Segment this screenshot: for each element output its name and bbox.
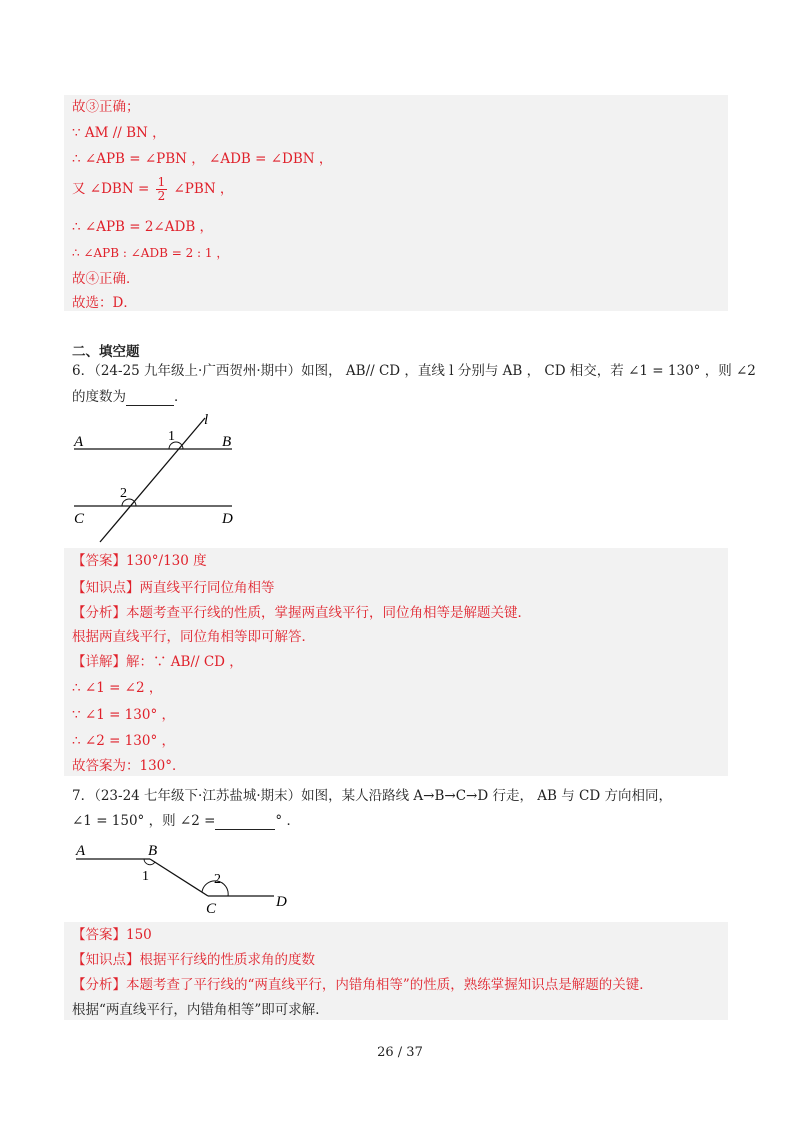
text-fragment: ° ． xyxy=(275,813,300,829)
text-line: 故④正确． xyxy=(72,271,140,287)
answer-blank xyxy=(215,815,275,830)
analysis-line: 【分析】本题考查平行线的性质，掌握两直线平行，同位角相等是解题关键． xyxy=(72,605,531,621)
text-line: ∵ AM // BN ， xyxy=(72,125,166,141)
question-6-text xyxy=(72,388,188,406)
text-line: 故选：D． xyxy=(72,295,137,311)
text-fragment: 的度数为 xyxy=(72,389,126,405)
angle-label: 2 xyxy=(120,486,127,501)
analysis-line: 根据“两直线平行，内错角相等”即可求解． xyxy=(72,1002,329,1018)
point-label: B xyxy=(148,843,158,859)
text-fragment: ． xyxy=(174,389,188,405)
text-line: 故③正确； xyxy=(72,99,140,115)
question-6-text: 6．（24-25 九年级上·广西贺州·期中）如图， AB// CD ，直线 l 分别与 AB ， CD 相交，若 ∠1 = 130° ，则 ∠2 xyxy=(72,363,756,379)
answer-line: 【答案】150 xyxy=(72,927,152,943)
figure-q7 xyxy=(64,836,304,918)
text-line: ∴ ∠APB : ∠ADB = 2 : 1 ， xyxy=(72,246,229,260)
text-fragment: ∠PBN ， xyxy=(173,181,234,197)
question-7-text: 7．（23-24 七年级下·江苏盐城·期末）如图，某人沿路线 A→B→C→D 行走， AB 与 CD 方向相同， xyxy=(72,788,672,804)
detail-line: 故答案为：130°． xyxy=(72,758,186,774)
page-number: 26 / 37 xyxy=(377,1045,423,1060)
section-title: 二、填空题 xyxy=(72,344,140,360)
point-label: A xyxy=(74,434,84,450)
point-label: C xyxy=(206,901,217,917)
fraction-numerator: 1 xyxy=(157,175,166,189)
text-fragment: 又 ∠DBN = xyxy=(72,181,150,197)
fraction-denominator: 2 xyxy=(157,189,166,203)
detail-line: ∴ ∠1 = ∠2 ， xyxy=(72,680,163,696)
point-label: A xyxy=(76,843,86,859)
point-label: C xyxy=(74,511,85,527)
knowledge-line: 【知识点】根据平行线的性质求角的度数 xyxy=(72,952,315,968)
angle-label: 1 xyxy=(142,869,149,884)
detail-line: ∵ ∠1 = 130° ， xyxy=(72,707,175,723)
text-line: ∴ ∠APB = 2∠ADB ， xyxy=(72,219,214,235)
angle-label: 1 xyxy=(168,429,175,444)
angle-label: 2 xyxy=(214,872,221,887)
line-label: l xyxy=(204,412,209,428)
question-7-text xyxy=(72,812,300,830)
analysis-line: 根据两直线平行，同位角相等即可解答． xyxy=(72,629,315,645)
figure-q6 xyxy=(64,408,254,544)
answer-line: 【答案】130°/130 度 xyxy=(72,553,207,569)
text-fragment: ∠1 = 150° ，则 ∠2 = xyxy=(72,813,216,829)
detail-line: 【详解】解：∵ AB// CD ， xyxy=(72,654,243,670)
analysis-line: 【分析】本题考查了平行线的“两直线平行，内错角相等”的性质，熟练掌握知识点是解题的关键． xyxy=(72,977,653,993)
point-label: D xyxy=(276,894,287,910)
text-line: ∴ ∠APB = ∠PBN ， ∠ADB = ∠DBN ， xyxy=(72,151,333,167)
detail-line: ∴ ∠2 = 130° ， xyxy=(72,733,175,749)
point-label: B xyxy=(222,434,232,450)
point-label: D xyxy=(222,511,233,527)
answer-blank xyxy=(126,391,174,406)
fraction-line xyxy=(72,176,233,203)
knowledge-line: 【知识点】两直线平行同位角相等 xyxy=(72,580,275,596)
fraction xyxy=(156,176,168,203)
